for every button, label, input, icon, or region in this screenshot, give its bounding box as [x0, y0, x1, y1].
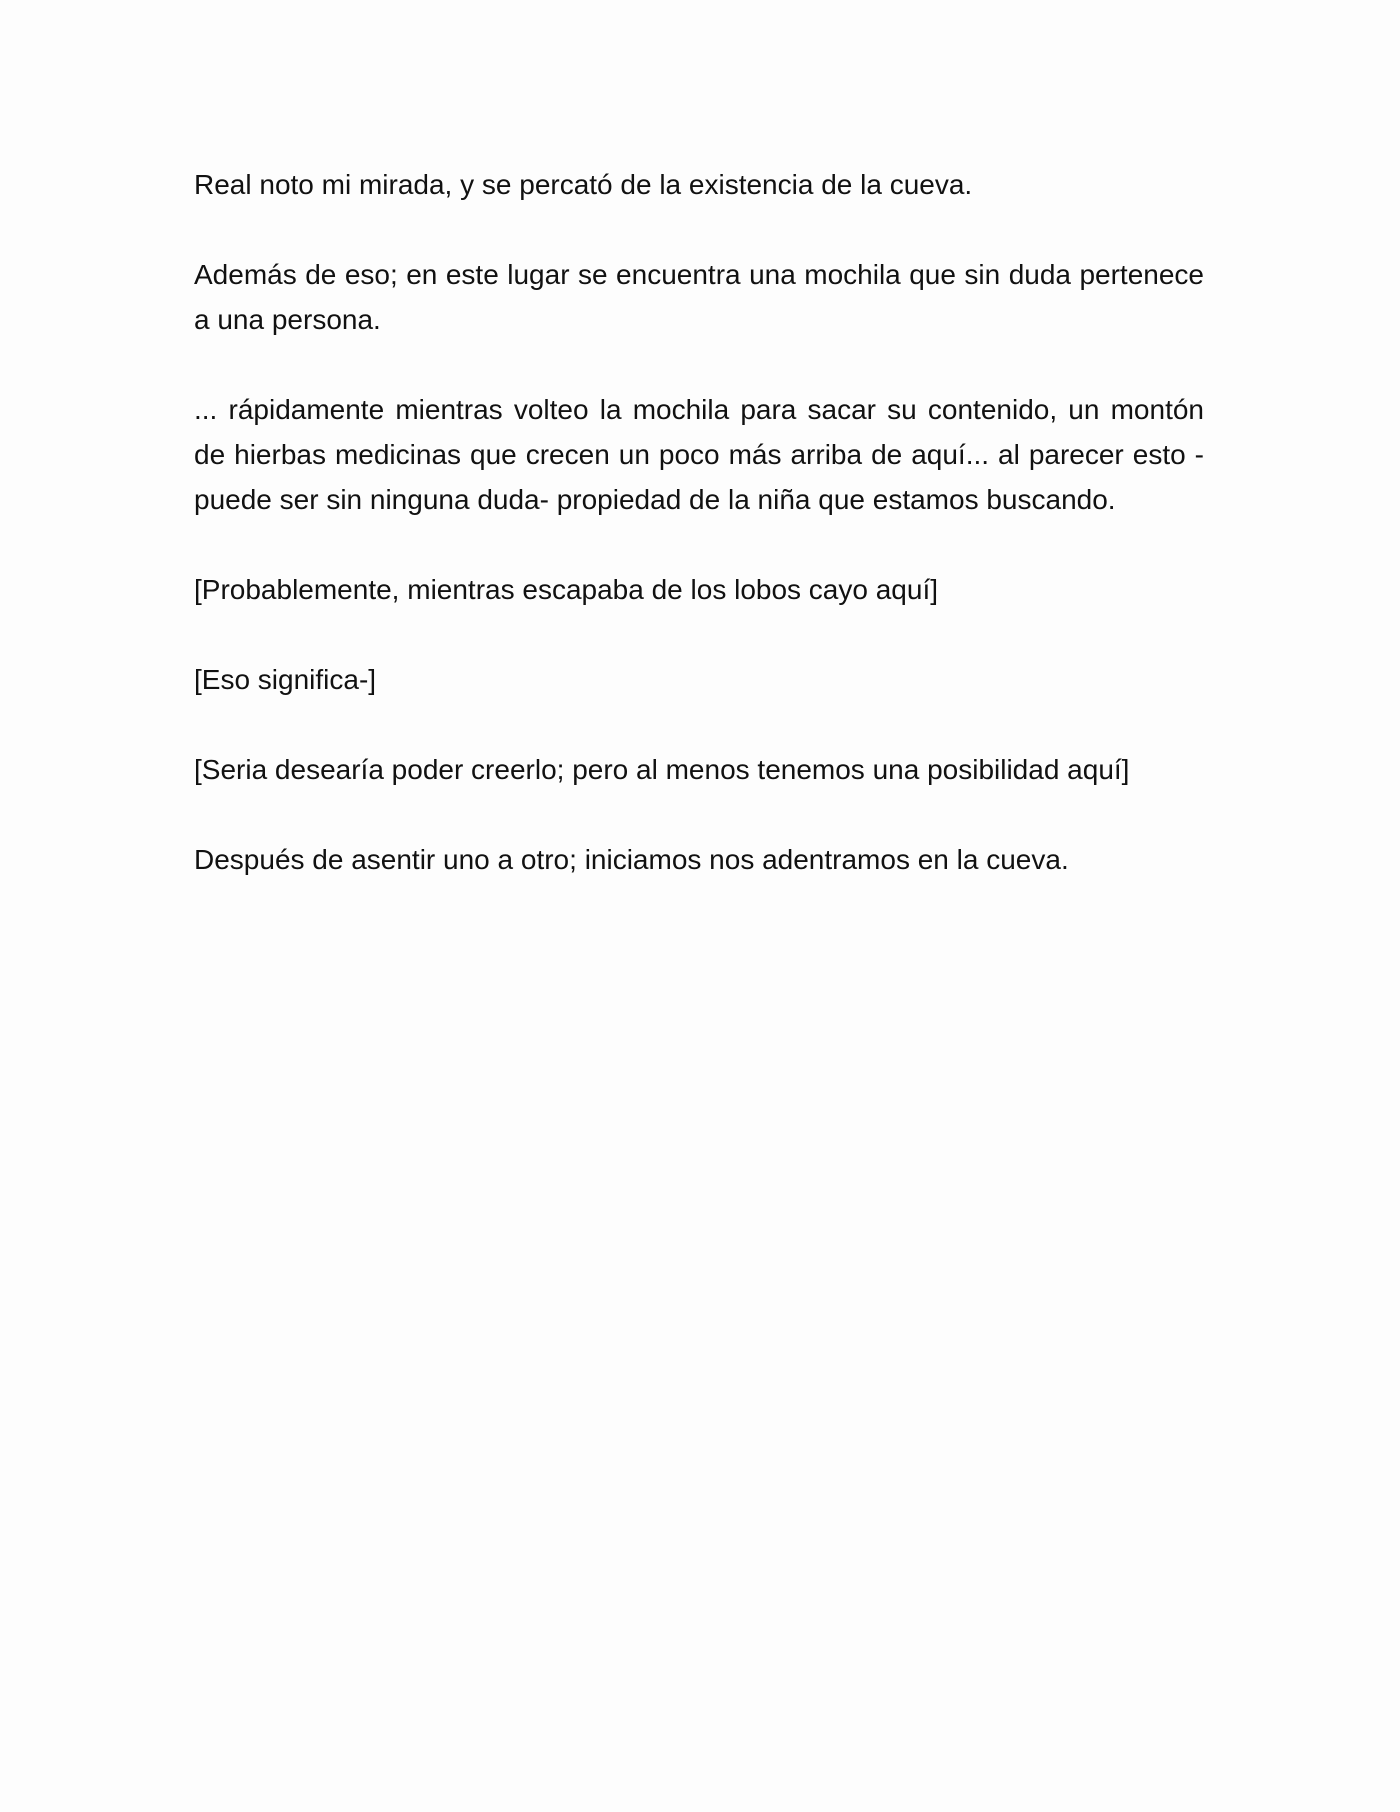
paragraph-3: ... rápidamente mientras volteo la mochila para sacar su contenido, un montón de hierbas medicinas que crecen un poco más arriba de aquí... al parecer esto -puede ser sin ninguna duda- propiedad de la niña que estamos buscando. [194, 394, 1204, 515]
dialogue-line-2: [Eso significa-] [194, 664, 377, 695]
dialogue-line-1: [Probablemente, mientras escapaba de los lobos cayo aquí] [194, 574, 939, 605]
document-body [194, 162, 1204, 927]
paragraph-1: Real noto mi mirada, y se percató de la existencia de la cueva. [194, 169, 973, 200]
dialogue-line-3: [Seria desearía poder creerlo; pero al menos tenemos una posibilidad aquí] [194, 754, 1130, 785]
paragraph-final: Después de asentir uno a otro; iniciamos nos adentramos en la cueva. [194, 844, 1069, 875]
paragraph-2: Además de eso; en este lugar se encuentra una mochila que sin duda pertenece a una persona. [194, 259, 1204, 335]
